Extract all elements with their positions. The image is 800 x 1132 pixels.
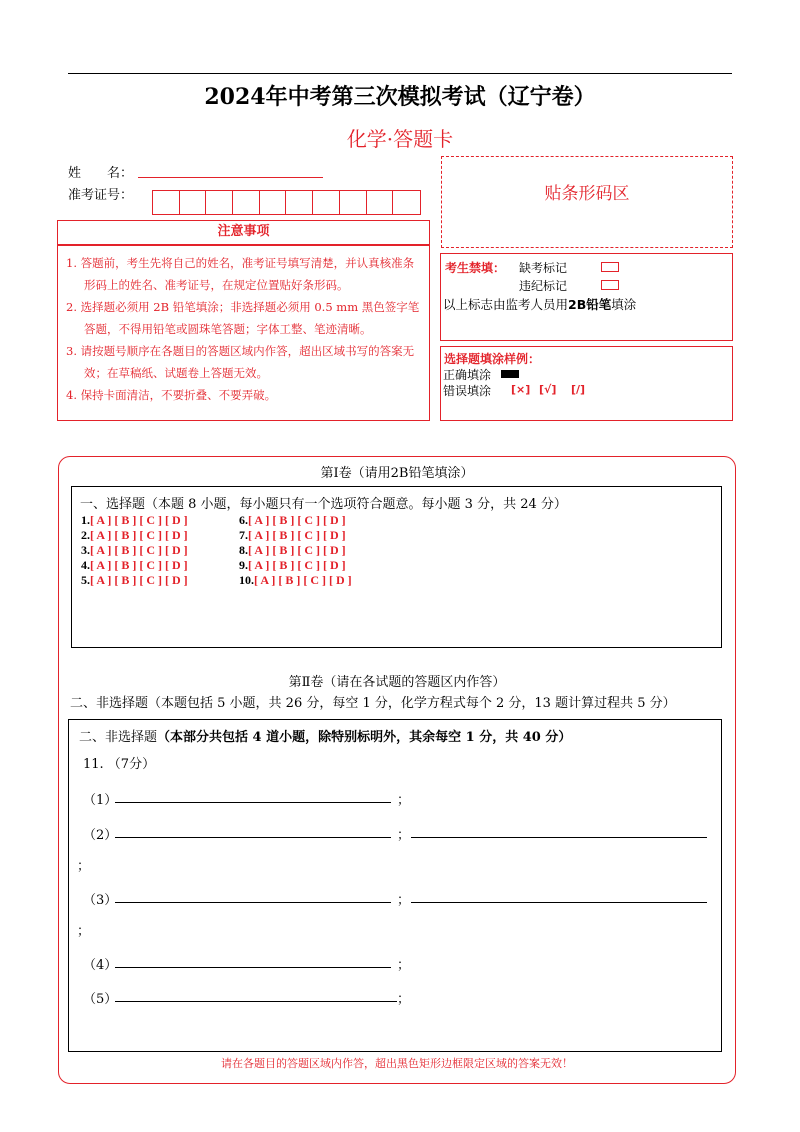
- forbid-note-suffix: 填涂: [611, 297, 637, 312]
- wrong-mark-slash: [/]: [571, 383, 586, 396]
- part2-heading: 第Ⅱ卷（请在各试题的答题区内作答）: [288, 675, 506, 690]
- answer-line-3a[interactable]: [115, 902, 391, 903]
- correct-fill-label: 正确填涂: [443, 368, 492, 382]
- semicolon: ；: [397, 958, 411, 973]
- sub-q-2-label: （2）: [83, 828, 118, 843]
- q-number: 7.: [239, 528, 248, 542]
- q-options[interactable]: [ A ] [ B ] [ C ] [ D ]: [248, 558, 346, 572]
- notice-item: 3. 请按题号顺序在各题目的答题区域内作答，超出区域书写的答案无效；在草稿纸、试题卷上答题无效。: [66, 344, 415, 380]
- q-options[interactable]: [ A ] [ B ] [ C ] [ D ]: [248, 528, 346, 542]
- q-box-title-plain: 二、非选择题: [79, 730, 158, 745]
- page-subtitle: 化学·答题卡: [346, 127, 454, 151]
- id-digit-box[interactable]: [313, 191, 340, 214]
- notice-heading: 注意事项: [57, 220, 430, 245]
- page-title: 2024年中考第三次模拟考试（辽宁卷）: [204, 84, 596, 110]
- answer-line-4[interactable]: [115, 967, 391, 968]
- sample-label: 选择题填涂样例：: [444, 352, 541, 366]
- id-digit-box[interactable]: [286, 191, 313, 214]
- wrong-mark-check: [√]: [539, 383, 557, 396]
- mc-question[interactable]: [81, 528, 188, 543]
- mc-left-column: [81, 513, 188, 588]
- footer-warning: 请在各题目的答题区域内作答，超出黑色矩形边框限定区域的答案无效！: [221, 1057, 573, 1070]
- q-number: 2.: [81, 528, 90, 542]
- examiner-only-box: [440, 253, 733, 341]
- id-digit-box[interactable]: [233, 191, 260, 214]
- answer-line-1[interactable]: [115, 802, 391, 803]
- q-number: 3.: [81, 543, 90, 557]
- id-digit-box[interactable]: [180, 191, 207, 214]
- mc-right-column: [239, 513, 352, 588]
- barcode-area: 贴条形码区: [441, 156, 733, 248]
- q-number: 5.: [81, 573, 90, 587]
- notice-box: [57, 245, 430, 421]
- forbid-note: [443, 295, 636, 313]
- q-options[interactable]: [ A ] [ B ] [ C ] [ D ]: [90, 513, 188, 527]
- mc-question[interactable]: [239, 528, 352, 543]
- sub-q-4-label: （4）: [83, 958, 118, 973]
- q-options[interactable]: [ A ] [ B ] [ C ] [ D ]: [254, 573, 352, 587]
- q-number: 1.: [81, 513, 90, 527]
- mc-question[interactable]: [239, 558, 352, 573]
- answer-line-2b[interactable]: [411, 837, 707, 838]
- wrong-mark-x: [×]: [511, 383, 531, 396]
- id-digit-box[interactable]: [260, 191, 287, 214]
- q-options[interactable]: [ A ] [ B ] [ C ] [ D ]: [90, 528, 188, 542]
- name-label: 姓 名：: [68, 166, 134, 181]
- sub-q-3-label: （3）: [83, 893, 118, 908]
- id-digit-box[interactable]: [340, 191, 367, 214]
- violation-mark-box[interactable]: [601, 280, 619, 290]
- q-number: 6.: [239, 513, 248, 527]
- wrong-fill-label: 错误填涂: [443, 384, 492, 398]
- sub-q-5-label: （5）: [83, 992, 118, 1007]
- exam-id-label: 准考证号：: [68, 188, 134, 203]
- mc-question[interactable]: [81, 543, 188, 558]
- forbid-label: 考生禁填：: [445, 261, 506, 275]
- id-digit-box[interactable]: [367, 191, 394, 214]
- q-options[interactable]: [ A ] [ B ] [ C ] [ D ]: [248, 543, 346, 557]
- answer-line-3b[interactable]: [411, 902, 707, 903]
- semicolon: ；: [397, 793, 411, 808]
- semicolon: ；: [397, 893, 411, 908]
- mc-question[interactable]: [239, 543, 352, 558]
- semicolon: ；: [397, 992, 411, 1007]
- q-number: 4.: [81, 558, 90, 572]
- semicolon: ；: [77, 859, 91, 874]
- id-digit-box[interactable]: [393, 191, 420, 214]
- part2-section-title: 二、非选择题（本题包括 5 小题，共 26 分，每空 1 分，化学方程式每个 2 分，13 题计算过程共 5 分）: [70, 696, 676, 711]
- mc-question[interactable]: [81, 573, 188, 588]
- q-box-title-bold: （本部分共包括 4 道小题，除特别标明外，其余每空 1 分，共 40 分）: [157, 730, 572, 745]
- non-choice-box: [68, 719, 722, 1052]
- q-options[interactable]: [ A ] [ B ] [ C ] [ D ]: [90, 573, 188, 587]
- fill-sample-box: [440, 346, 733, 421]
- forbid-note-prefix: 以上标志由监考人员用: [443, 297, 569, 312]
- q-number: 10.: [239, 573, 254, 587]
- violation-label: 违纪标记: [519, 279, 568, 293]
- q-options[interactable]: [ A ] [ B ] [ C ] [ D ]: [90, 558, 188, 572]
- semicolon: ；: [77, 924, 91, 939]
- mc-question[interactable]: [239, 573, 352, 588]
- absent-mark-box[interactable]: [601, 262, 619, 272]
- exam-id-boxes[interactable]: [152, 190, 421, 215]
- part1-heading: 第Ⅰ卷（请用2B铅笔填涂）: [320, 466, 474, 481]
- semicolon: ；: [397, 828, 411, 843]
- q-box-title: [79, 726, 571, 745]
- forbid-note-bold: 2B铅笔: [568, 297, 612, 312]
- absent-label: 缺考标记: [519, 261, 568, 275]
- mc-section-title: 一、选择题（本题 8 小题，每小题只有一个选项符合题意。每小题 3 分，共 24 分）: [80, 497, 567, 512]
- notice-item: 1. 答题前，考生先将自己的姓名，准考证号填写清楚，并认真核准条形码上的姓名、准考证号，在规定位置贴好条形码。: [66, 256, 415, 292]
- q-options[interactable]: [ A ] [ B ] [ C ] [ D ]: [90, 543, 188, 557]
- top-rule: [68, 73, 732, 74]
- mc-question[interactable]: [239, 513, 352, 528]
- multiple-choice-box: [71, 486, 722, 648]
- q11-label: 11. （7分）: [83, 757, 156, 772]
- id-digit-box[interactable]: [153, 191, 180, 214]
- answer-line-5[interactable]: [115, 1001, 397, 1002]
- notice-item: 2. 选择题必须用 2B 铅笔填涂；非选择题必须用 0.5 mm 黑色签字笔答题，不得用铅笔或圆珠笔答题；字体工整、笔迹清晰。: [66, 300, 420, 336]
- sub-q-1-label: （1）: [83, 793, 118, 808]
- correct-fill-mark: [501, 370, 519, 378]
- q-number: 8.: [239, 543, 248, 557]
- mc-question[interactable]: [81, 558, 188, 573]
- answer-line-2a[interactable]: [115, 837, 391, 838]
- notice-item: 4. 保持卡面清洁，不要折叠、不要弄破。: [66, 388, 277, 402]
- q-number: 9.: [239, 558, 248, 572]
- id-digit-box[interactable]: [206, 191, 233, 214]
- name-field[interactable]: [138, 177, 323, 178]
- q-options[interactable]: [ A ] [ B ] [ C ] [ D ]: [248, 513, 346, 527]
- mc-question[interactable]: [81, 513, 188, 528]
